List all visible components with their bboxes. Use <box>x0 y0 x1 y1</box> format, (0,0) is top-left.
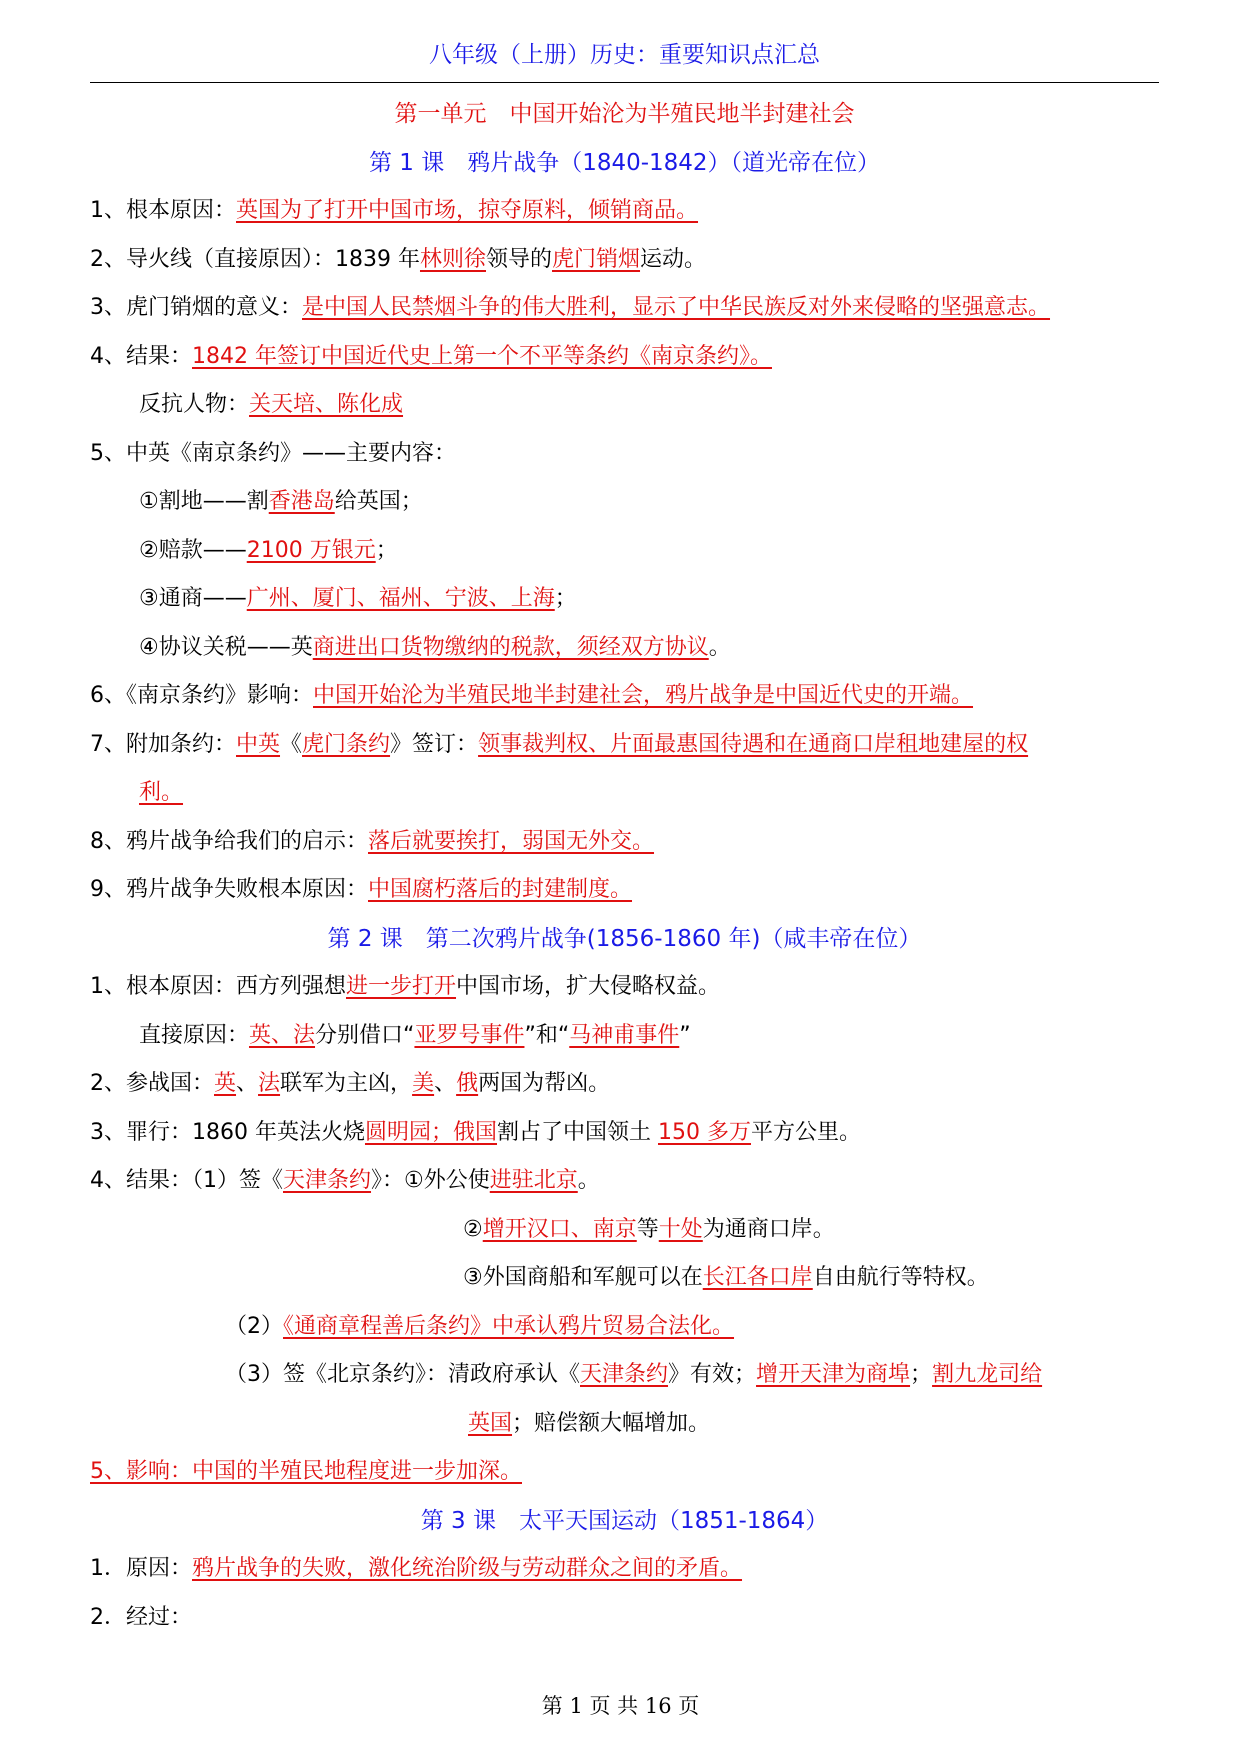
lesson-3-title: 第 3 课 太平天国运动（1851-1864） <box>420 1507 829 1534</box>
text: ； <box>554 586 577 611</box>
answer-text: 虎门条约 <box>302 731 391 757</box>
answer-text: 割九龙司给 <box>932 1362 1043 1387</box>
lesson-2-line <box>90 1400 1159 1449</box>
text: 》有效； <box>668 1362 757 1387</box>
text: ；赔偿额大幅增加。 <box>512 1410 711 1436</box>
answer-text: 美 <box>412 1071 435 1096</box>
answer-text: 是中国人民禁烟斗争的伟大胜利，显示了中华民族反对外来侵略的坚强意志。 <box>302 295 1051 320</box>
text: 7、附加条约： <box>90 731 236 757</box>
lesson-1-line <box>90 624 1159 673</box>
answer-text: 林则徐 <box>419 246 486 272</box>
lesson-1-line <box>90 333 1159 382</box>
answer-text: 进一步打开 <box>346 974 457 999</box>
text: 等 <box>636 1216 659 1242</box>
text: ” <box>679 1022 691 1048</box>
lesson-1-line <box>90 818 1159 867</box>
answer-text: 利。 <box>139 780 184 805</box>
lesson-2-line <box>90 1254 1159 1303</box>
lesson-2-line <box>90 1448 1159 1497</box>
answer-text: 150 多万 <box>658 1119 751 1145</box>
text: 两国为帮凶。 <box>478 1071 611 1096</box>
lesson-1-line <box>90 381 1159 430</box>
text: ④协议关税——英 <box>139 634 313 660</box>
lesson-2-title: 第 2 课 第二次鸦片战争(1856-1860 年)（咸丰帝在位） <box>327 925 922 952</box>
text: ③通商—— <box>139 586 247 611</box>
text: ③外国商船和军舰可以在 <box>463 1265 703 1290</box>
text: 自由航行等特权。 <box>812 1265 989 1290</box>
answer-text: 法 <box>258 1071 281 1096</box>
lesson-2-line <box>90 1157 1159 1206</box>
text: 2、参战国： <box>90 1071 214 1096</box>
answer-text: 十处 <box>658 1216 703 1242</box>
answer-text: 《通商章程善后条约》中承认鸦片贸易合法化。 <box>283 1313 735 1339</box>
lesson-1-line <box>90 236 1159 285</box>
answer-text: 关天培、陈化成 <box>249 392 404 417</box>
unit-title: 第一单元 中国开始沦为半殖民地半封建社会 <box>394 101 855 127</box>
answer-text: 广州、厦门、福州、宁波、上海 <box>246 586 555 611</box>
text: 、 <box>236 1071 259 1096</box>
text: （3）签《北京条约》：清政府承认《 <box>225 1362 580 1387</box>
answer-text: 香港岛 <box>268 489 335 514</box>
text: 《 <box>280 731 303 757</box>
lesson-1-title: 第 1 课 鸦片战争（1840-1842）（道光帝在位） <box>368 149 881 176</box>
answer-text: 天津条约 <box>283 1168 372 1193</box>
text: 3、罪行：1860 年英法火烧 <box>90 1119 365 1145</box>
lesson-1-line <box>90 866 1159 915</box>
text: ； <box>375 537 398 563</box>
answer-text: 亚罗号事件 <box>414 1022 525 1048</box>
lesson-1-line <box>90 721 1159 770</box>
answer-text: 落后就要挨打，弱国无外交。 <box>368 828 655 854</box>
lesson-2-line <box>90 963 1159 1012</box>
answer-text: 领事裁判权、片面最惠国待遇和在通商口岸租地建屋的权 <box>478 731 1029 757</box>
lesson-2-line <box>90 1351 1159 1400</box>
text: 8、鸦片战争给我们的启示： <box>90 828 368 854</box>
lesson-2-line <box>90 1303 1159 1352</box>
lesson-1-line <box>90 769 1159 818</box>
lesson-1-line <box>90 478 1159 527</box>
text: ”和“ <box>524 1022 570 1048</box>
text: 2、导火线（直接原因）：1839 年 <box>90 246 420 272</box>
answer-text: 英国为了打开中国市场，掠夺原料，倾销商品。 <box>236 198 699 223</box>
answer-text: 增开天津为商埠 <box>756 1362 911 1387</box>
text: 1、根本原因： <box>90 198 236 223</box>
answer-text: 天津条约 <box>580 1362 669 1387</box>
lesson-1-line <box>90 187 1159 236</box>
lesson-2-line <box>90 1012 1159 1061</box>
answer-text: 英、法 <box>249 1022 316 1048</box>
text: 2．经过： <box>90 1604 192 1630</box>
text: （2） <box>225 1313 283 1339</box>
text: 5、中英《南京条约》——主要内容： <box>90 440 456 466</box>
text: ①割地——割 <box>139 489 269 514</box>
text: 》：①外公使 <box>371 1168 490 1193</box>
text: 为通商口岸。 <box>702 1216 835 1242</box>
answer-text: 进驻北京 <box>489 1168 578 1193</box>
answer-text: 商进出口货物缴纳的税款，须经双方协议 <box>312 634 709 660</box>
text: 。 <box>577 1168 600 1193</box>
answer-text: 2100 万银元 <box>246 537 376 563</box>
text: 、 <box>434 1071 457 1096</box>
document-header-title: 八年级（上册）历史：重要知识点汇总 <box>429 42 820 68</box>
lesson-1-line <box>90 430 1159 479</box>
lesson-3-line <box>90 1594 1159 1643</box>
text: 1．原因： <box>90 1556 192 1581</box>
lesson-2-line <box>90 1060 1159 1109</box>
text: 反抗人物： <box>139 392 250 417</box>
answer-text: 圆明园；俄国 <box>364 1119 497 1145</box>
text: 割占了中国领土 <box>497 1119 658 1145</box>
answer-text: 英国 <box>468 1410 513 1436</box>
text: 运动。 <box>640 246 707 272</box>
answer-text: 中国开始沦为半殖民地半封建社会，鸦片战争是中国近代史的开端。 <box>313 683 974 708</box>
text: 分别借口“ <box>315 1022 415 1048</box>
answer-text: 虎门销烟 <box>552 246 641 272</box>
text: 1、根本原因：西方列强想 <box>90 974 346 999</box>
text: 领导的 <box>486 246 553 272</box>
text: 3、虎门销烟的意义： <box>90 295 302 320</box>
lesson-2-line <box>90 1109 1159 1158</box>
answer-text: 1842 年签订中国近代史上第一个不平等条约《南京条约》。 <box>192 343 772 369</box>
lesson-1-line <box>90 284 1159 333</box>
text: ② <box>463 1216 483 1242</box>
text: 4、结果：（1）签《 <box>90 1168 283 1193</box>
header-rule <box>90 82 1159 83</box>
text: ； <box>910 1362 933 1387</box>
text: 联军为主凶， <box>280 1071 413 1096</box>
lesson-1-line <box>90 575 1159 624</box>
answer-text: 5、影响：中国的半殖民地程度进一步加深。 <box>90 1459 522 1484</box>
text: ②赔款—— <box>139 537 247 563</box>
text: 9、鸦片战争失败根本原因： <box>90 877 368 902</box>
text: 中国市场，扩大侵略权益。 <box>456 974 721 999</box>
answer-text: 英 <box>214 1071 237 1096</box>
text: 给英国； <box>334 489 423 514</box>
text: 直接原因： <box>139 1022 250 1048</box>
text: 。 <box>708 634 731 660</box>
content <box>90 90 1159 1642</box>
answer-text: 长江各口岸 <box>702 1265 813 1290</box>
page-number: 第 1 页 共 16 页 <box>541 1694 700 1718</box>
text: 》签订： <box>390 731 479 757</box>
lesson-2-line <box>90 1206 1159 1255</box>
lesson-3-line <box>90 1545 1159 1594</box>
answer-text: 马神甫事件 <box>569 1022 680 1048</box>
answer-text: 中国腐朽落后的封建制度。 <box>368 877 633 902</box>
text: 4、结果： <box>90 343 192 369</box>
text: 6、《南京条约》影响： <box>90 683 313 708</box>
answer-text: 俄 <box>456 1071 479 1096</box>
text: 平方公里。 <box>751 1119 862 1145</box>
lesson-1-line <box>90 672 1159 721</box>
lesson-1-line <box>90 527 1159 576</box>
answer-text: 鸦片战争的失败，激化统治阶级与劳动群众之间的矛盾。 <box>192 1556 743 1581</box>
answer-text: 中英 <box>236 731 281 757</box>
answer-text: 增开汉口、南京 <box>482 1216 637 1242</box>
